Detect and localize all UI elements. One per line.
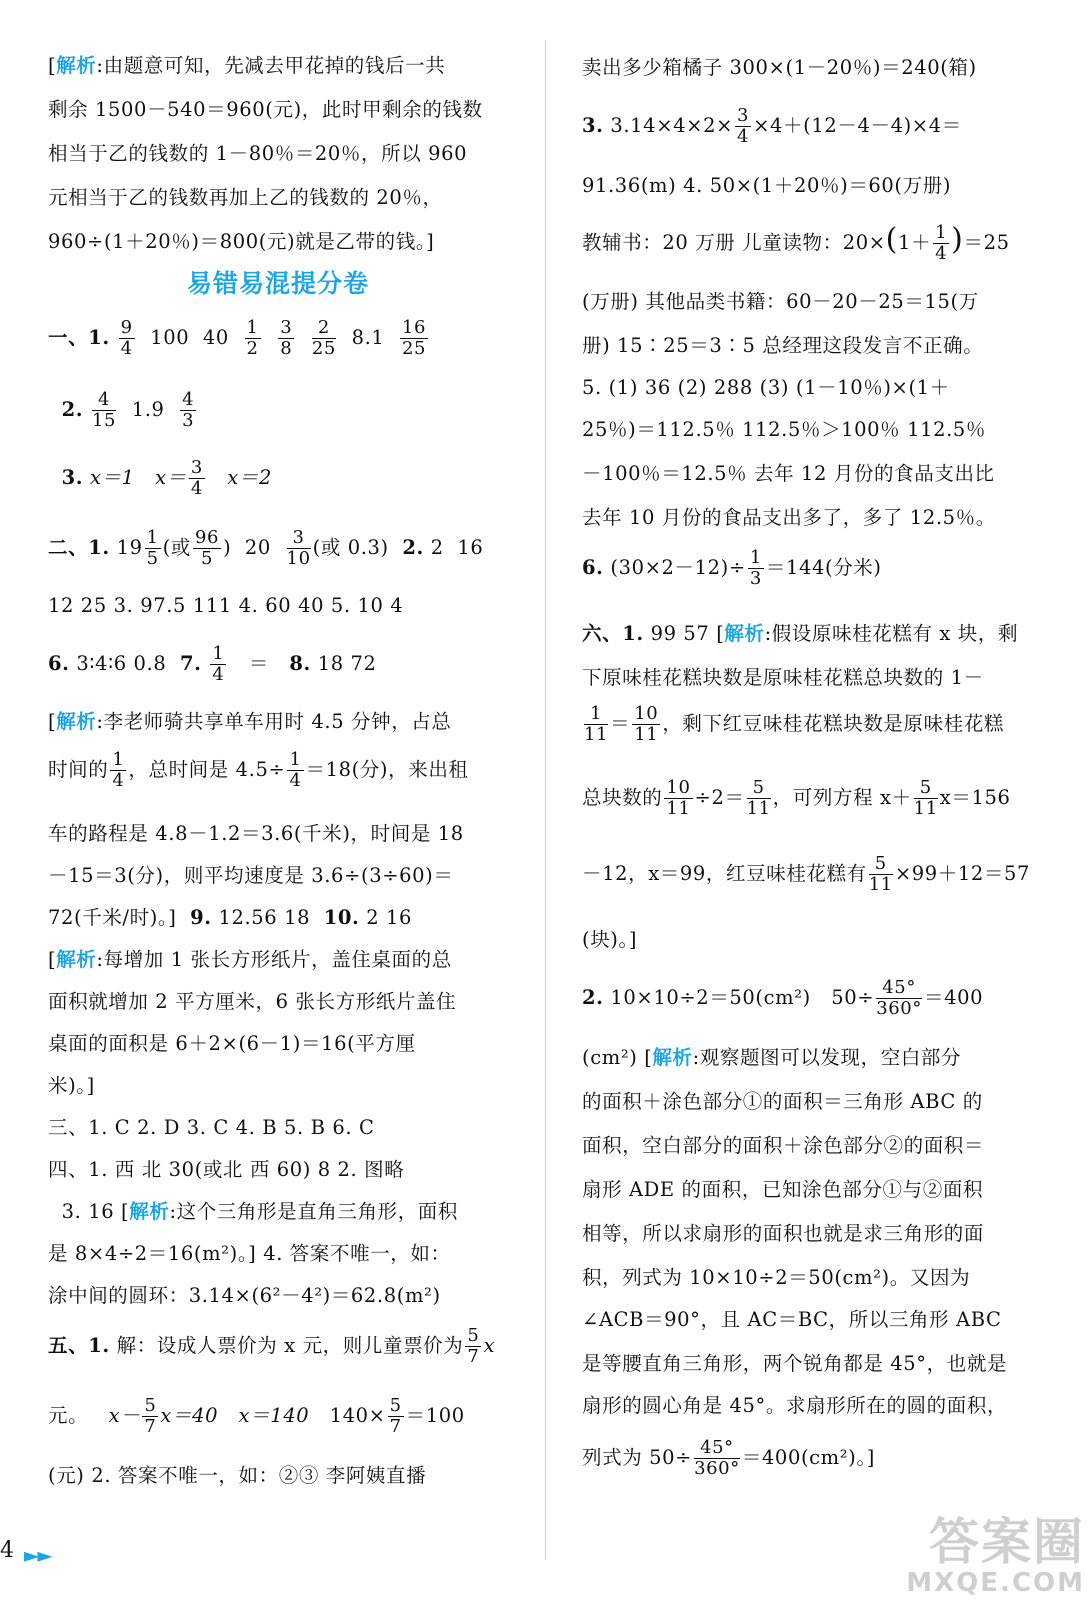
fraction: $\frac{3}{10}$ [286, 527, 311, 569]
text-line: 72(千米/时)。] 9. 12.56 18 10. 2 16 [48, 906, 413, 929]
text-line: 总块数的 $\frac{10}{11}$ ÷2＝ $\frac{5}{11}$ ，可列方程 x＋ $\frac{5}{11}$ x＝156 [582, 777, 1011, 819]
text-line: 960÷(1＋20％)＝800(元)就是乙带的钱。] [48, 230, 435, 253]
text-line: 下原味桂花糕块数是原味桂花糕总块数的 1－ [582, 666, 984, 689]
text-line: 面积，空白部分的面积＋涂色部分②的面积＝ [582, 1134, 985, 1157]
fraction: $\frac{1}{4}$ [212, 643, 225, 685]
text-line: 桌面的面积是 6＋2×(6－1)＝16(平方厘 [48, 1032, 416, 1055]
text-line: ∠ACB＝90°，且 AC＝BC，所以三角形 ABC [582, 1308, 1002, 1331]
analysis-line: [解析:由题意可知，先减去甲花掉的钱后一共 [48, 54, 446, 77]
text-line: 剩余 1500－540＝960(元)，此时甲剩余的钱数 [48, 98, 483, 121]
answer-line: 五、1. 解：设成人票价为 x 元，则儿童票价为 $\frac{5}{7}$ x [48, 1325, 496, 1367]
fraction: $\frac{9}{4}$ [120, 317, 133, 359]
watermark-logo: 答案圈 MXQE.COM [906, 1513, 1085, 1598]
fraction: $\frac{5}{11}$ [868, 853, 893, 895]
answer-line: 3. x＝1 x＝ $\frac{3}{4}$ x＝2 [61, 457, 272, 499]
answer-line: 元。 x－ $\frac{5}{7}$ x＝40 x＝140 140× $\frac{5}{7}$ ＝100 [48, 1395, 465, 1437]
analysis-line: 六、1. 99 57 [解析:假设原味桂花糕有 x 块，剩 [582, 622, 1019, 645]
fraction: $\frac{10}{11}$ [634, 703, 659, 745]
fraction: $\frac{5}{7}$ [389, 1395, 402, 1437]
text-line: 涂中间的圆环：3.14×(6²－4²)＝62.8(m²) [48, 1284, 441, 1307]
text-line: 米)。] [48, 1074, 95, 1097]
fraction: $\frac{1}{3}$ [749, 547, 762, 589]
fraction: $\frac{4}{15}$ [91, 389, 117, 431]
answer-line: 6. 3∶4∶6 0.8 7. $\frac{1}{4}$ ＝ 8. 18 72 [48, 643, 377, 685]
fraction: $\frac{1}{4}$ [112, 749, 125, 791]
section-title: 易错易混提分卷 [186, 269, 369, 298]
fraction: $\frac{3}{4}$ [737, 105, 750, 147]
answer-line: 6. (30×2－12)÷ $\frac{1}{3}$ ＝144(分米) [582, 547, 882, 589]
text-line: 扇形 ADE 的面积，已知涂色部分①与②面积 [582, 1178, 984, 1201]
answer-line: 二、1. 19 $\frac{1}{5}$ (或 $\frac{96}{5}$ ) 20 $\frac{3}{10}$ (或 0.3) 2. 2 16 [48, 527, 484, 569]
fraction: $\frac{3}{8}$ [280, 317, 293, 359]
fraction: $\frac{1}{4}$ [935, 222, 948, 264]
analysis-line: 3. 16 [解析:这个三角形是直角三角形，面积 [61, 1200, 459, 1223]
answer-line: 2. 10×10÷2＝50(cm²) 50÷ $\frac{45^\circ}{360^\circ}$ ＝400 [582, 977, 984, 1019]
text-line: 相当于乙的钱数的 1－80％＝20％，所以 960 [48, 142, 468, 165]
fraction: $\frac{5}{11}$ [913, 777, 938, 819]
fraction: $\frac{3}{4}$ [190, 457, 203, 499]
answer-line: 一、1. $\frac{9}{4}$ 100 40 $\frac{1}{2}$ $\frac{3}{8}$ $\frac{2}{25}$ 8.1 $\frac{16}{25}$ [48, 317, 427, 359]
answer-line: (万册) 其他品类书籍：60－20－25＝15(万 [582, 290, 979, 313]
fraction: $\frac{1}{4}$ [289, 749, 302, 791]
text-line: 时间的 $\frac{1}{4}$ ，总时间是 4.5÷ $\frac{1}{4}$ ＝18(分)，来出租 [48, 749, 469, 791]
text-line: 相等，所以求扇形的面积也就是求三角形的面 [582, 1222, 985, 1245]
answer-line: 5. (1) 36 (2) 288 (3) (1－10％)×(1＋ [582, 376, 950, 399]
answer-line: 12 25 3. 97.5 111 4. 60 40 5. 10 4 [48, 594, 404, 617]
answer-line: 91.36(m) 4. 50×(1＋20％)＝60(万册) [582, 174, 952, 197]
answer-line: 三、1. C 2. D 3. C 4. B 5. B 6. C [48, 1116, 375, 1139]
text-line: $\frac{1}{11}$ ＝ $\frac{10}{11}$ ，剩下红豆味桂花糕块数是原味桂花糕 [584, 703, 1005, 745]
text-line: 车的路程是 4.8－1.2＝3.6(千米)，时间是 18 [48, 822, 464, 845]
answer-line: －100％＝12.5％ 去年 12 月份的食品支出比 [582, 462, 995, 485]
text-line: －12，x＝99，红豆味桂花糕有 $\frac{5}{11}$ ×99＋12＝57 [582, 853, 1031, 895]
fraction: $\frac{1}{2}$ [246, 317, 259, 359]
answer-line: 册) 15∶25＝3∶5 总经理这段发言不正确。 [582, 334, 984, 357]
fraction: $\frac{5}{7}$ [467, 1325, 480, 1367]
analysis-line: [解析:每增加 1 张长方形纸片，盖住桌面的总 [48, 948, 452, 971]
text-line: 扇形的圆心角是 45°。求扇形所在的圆的面积， [582, 1394, 1008, 1417]
analysis-tag: 解析 [56, 54, 97, 77]
answer-line: 教辅书：20 万册 儿童读物：20×(1＋ $\frac{1}{4}$ )＝25 [582, 222, 1010, 264]
fraction: $\frac{5}{7}$ [144, 1395, 157, 1437]
answer-line: (元) 2. 答案不唯一，如：②③ 李阿姨直播 [48, 1464, 427, 1487]
fraction: $\frac{2}{25}$ [311, 317, 336, 359]
fraction: $\frac{45^\circ}{360^\circ}$ [694, 1437, 740, 1479]
text-line: 元相当于乙的钱数再加上乙的钱数的 20％， [48, 186, 443, 209]
answer-line: 四、1. 西 北 30(或北 西 60) 8 2. 图略 [48, 1158, 405, 1181]
fraction: $\frac{1}{5}$ [146, 527, 159, 569]
page-arrows-icon: ►► [24, 1543, 51, 1567]
fraction: $\frac{16}{25}$ [402, 317, 427, 359]
text-line: 是 8×4÷2＝16(m²)。] 4. 答案不唯一，如： [48, 1242, 451, 1265]
fraction: $\frac{4}{3}$ [182, 389, 195, 431]
text-line: 是等腰直角三角形，两个锐角都是 45°，也就是 [582, 1352, 1008, 1375]
text-line: 列式为 50÷ $\frac{45^\circ}{360^\circ}$ ＝400(cm²)。] [582, 1437, 875, 1479]
answer-line: 去年 10 月份的食品支出多了，多了 12.5％。 [582, 506, 996, 529]
page-number: 4 [0, 1538, 14, 1563]
text-line: 积，列式为 10×10÷2＝50(cm²)。又因为 [582, 1266, 971, 1289]
text-line: 面积就增加 2 平方厘米，6 张长方形纸片盖住 [48, 990, 457, 1013]
text-line: －15＝3(分)，则平均速度是 3.6÷(3÷60)＝ [48, 864, 454, 887]
fraction: $\frac{10}{11}$ [666, 777, 691, 819]
answer-line: 2. $\frac{4}{15}$ 1.9 $\frac{4}{3}$ [61, 389, 195, 431]
analysis-line: (cm²) [解析:观察题图可以发现，空白部分 [582, 1046, 962, 1069]
text-line: 的面积＋涂色部分①的面积＝三角形 ABC 的 [582, 1090, 983, 1113]
fraction: $\frac{45^\circ}{360^\circ}$ [876, 977, 922, 1019]
answer-line: 3. 3.14×4×2× $\frac{3}{4}$ ×4＋(12－4－4)×4＝ [582, 105, 962, 147]
column-divider [545, 40, 546, 1560]
analysis-line: [解析:李老师骑共享单车用时 4.5 分钟，占总 [48, 710, 452, 733]
fraction: $\frac{1}{11}$ [584, 703, 609, 745]
fraction: $\frac{5}{11}$ [746, 777, 771, 819]
answer-line: 25％)＝112.5％ 112.5％＞100％ 112.5％ [582, 418, 987, 441]
text-line: (块)。] [582, 928, 638, 951]
fraction: $\frac{96}{5}$ [194, 527, 220, 569]
answer-line: 卖出多少箱橘子 300×(1－20％)＝240(箱) [582, 56, 977, 79]
